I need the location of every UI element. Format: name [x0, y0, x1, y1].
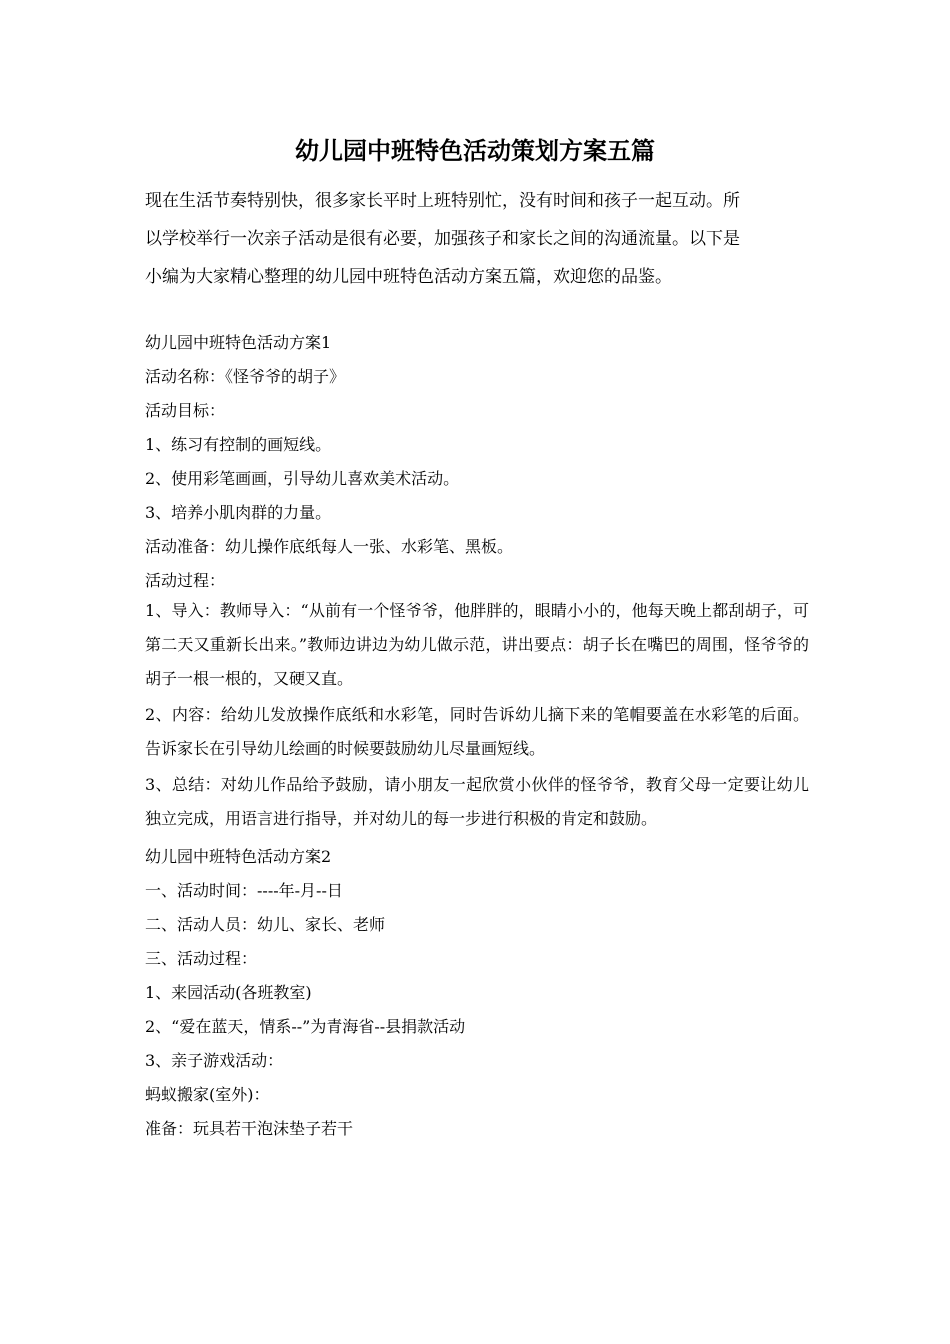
goal-item: 3、培养小肌肉群的力量。 — [145, 503, 332, 522]
activity-prep: 活动准备：幼儿操作底纸每人一张、水彩笔、黑板。 — [145, 537, 514, 556]
process-step: 2、内容：给幼儿发放操作底纸和水彩笔，同时告诉幼儿摘下来的笔帽要盖在水彩笔的后面。告诉家长在引导幼儿绘画的时候要鼓励幼儿尽量画短线。 — [145, 705, 809, 758]
section-line: 一、活动时间：----年-月--日 — [145, 881, 343, 900]
section-line: 3、亲子游戏活动： — [145, 1051, 284, 1070]
intro-line: 以学校举行一次亲子活动是很有必要，加强孩子和家长之间的沟通流量。以下是 — [145, 229, 740, 249]
section-line: 二、活动人员：幼儿、家长、老师 — [145, 915, 386, 934]
goal-item: 2、使用彩笔画画，引导幼儿喜欢美术活动。 — [145, 469, 460, 488]
section-heading: 幼儿园中班特色活动方案2 — [145, 847, 332, 866]
intro-line: 现在生活节奏特别快，很多家长平时上班特别忙，没有时间和孩子一起互动。所 — [145, 191, 740, 211]
process-label: 活动过程： — [145, 571, 226, 590]
goal-item: 1、练习有控制的画短线。 — [145, 435, 332, 454]
document-body — [145, 182, 809, 1152]
process-step: 1、导入：教师导入：“从前有一个怪爷爷，他胖胖的，眼睛小小的，他每天晚上都刮胡子，可第二天又重新长出来。”教师边讲边为幼儿做示范，讲出要点：胡子长在嘴巴的周围，怪爷爷的胡子一根一根的，又硬又直。 — [145, 601, 809, 688]
activity-name: 活动名称：《怪爷爷的胡子》 — [145, 367, 346, 386]
intro-paragraph — [145, 182, 809, 296]
document-title: 幼儿园中班特色活动策划方案五篇 — [295, 136, 655, 165]
section-line: 1、来园活动(各班教室) — [145, 983, 312, 1002]
section-1 — [145, 332, 809, 836]
section-line: 三、活动过程： — [145, 949, 258, 968]
section-line: 准备：玩具若干泡沫垫子若干 — [145, 1119, 354, 1138]
goal-label: 活动目标： — [145, 401, 226, 420]
process-step: 3、总结：对幼儿作品给予鼓励，请小朋友一起欣赏小伙伴的怪爷爷，教育父母一定要让幼儿独立完成，用语言进行指导，并对幼儿的每一步进行积极的肯定和鼓励。 — [145, 775, 809, 828]
intro-line: 小编为大家精心整理的幼儿园中班特色活动方案五篇，欢迎您的品鉴。 — [145, 267, 672, 287]
section-line: 2、“爱在蓝天，情系--”为青海省--县捐款活动 — [145, 1017, 466, 1036]
section-line: 蚂蚁搬家(室外)： — [145, 1085, 270, 1104]
section-2 — [145, 846, 809, 1140]
section-heading: 幼儿园中班特色活动方案1 — [145, 333, 332, 352]
